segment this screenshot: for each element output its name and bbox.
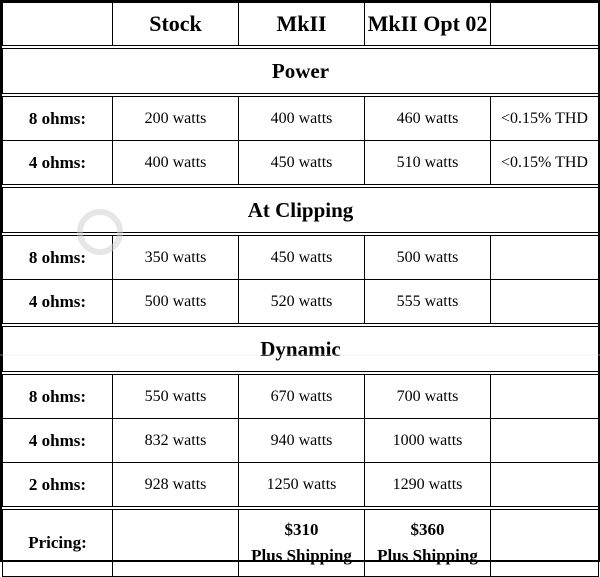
row-label: 8 ohms: [3,375,113,419]
section-title-power: Power [3,49,599,94]
table-row [3,141,599,185]
row-label: 8 ohms: [3,97,113,141]
header-stock: Stock [113,3,239,46]
section-heading-row [3,327,599,372]
section-heading-row [3,49,599,94]
opt02-value: 500 watts [365,236,491,280]
section-title-dynamic: Dynamic [3,327,599,372]
header-mkii: MkII [239,3,365,46]
opt02-value: 1000 watts [365,419,491,463]
row-label: 4 ohms: [3,419,113,463]
header-note-cell [491,3,599,46]
mkii-value: 1250 watts [239,463,365,507]
pricing-note-cell [491,510,599,577]
opt02-value: 700 watts [365,375,491,419]
pricing-row [3,510,599,577]
thd-note: <0.15% THD [491,141,599,185]
stock-price [113,510,239,577]
stock-value: 400 watts [113,141,239,185]
table-row [3,236,599,280]
row-label: 8 ohms: [3,236,113,280]
mkii-value: 450 watts [239,236,365,280]
mkii-value: 670 watts [239,375,365,419]
opt02-value: 460 watts [365,97,491,141]
mkii-value: 400 watts [239,97,365,141]
note-cell [491,375,599,419]
table-row [3,97,599,141]
note-cell [491,419,599,463]
row-label: 2 ohms: [3,463,113,507]
stock-value: 500 watts [113,280,239,324]
mkii-price: $310 [284,520,319,539]
header-mkii-opt-02: MkII Opt 02 [365,3,491,46]
amplifier-comparison-table [2,2,599,577]
mkii-value: 940 watts [239,419,365,463]
table-row [3,419,599,463]
opt02-value: 510 watts [365,141,491,185]
opt02-price-cell [365,510,491,577]
thd-note: <0.15% THD [491,97,599,141]
table-row [3,463,599,507]
pricing-label: Pricing: [3,510,113,577]
opt02-value: 1290 watts [365,463,491,507]
opt02-shipping: Plus Shipping [377,546,478,565]
mkii-value: 520 watts [239,280,365,324]
section-title-at-clipping: At Clipping [3,188,599,233]
mkii-shipping: Plus Shipping [251,546,352,565]
stock-value: 550 watts [113,375,239,419]
opt02-value: 555 watts [365,280,491,324]
note-cell [491,280,599,324]
mkii-price-cell [239,510,365,577]
note-cell [491,463,599,507]
mkii-value: 450 watts [239,141,365,185]
stock-value: 200 watts [113,97,239,141]
note-cell [491,236,599,280]
opt02-price: $360 [410,520,445,539]
stock-value: 350 watts [113,236,239,280]
section-heading-row [3,188,599,233]
row-label: 4 ohms: [3,280,113,324]
table-row [3,375,599,419]
table-row [3,280,599,324]
stock-value: 928 watts [113,463,239,507]
header-blank-cell [3,3,113,46]
header-row [3,3,599,46]
row-label: 4 ohms: [3,141,113,185]
stock-value: 832 watts [113,419,239,463]
